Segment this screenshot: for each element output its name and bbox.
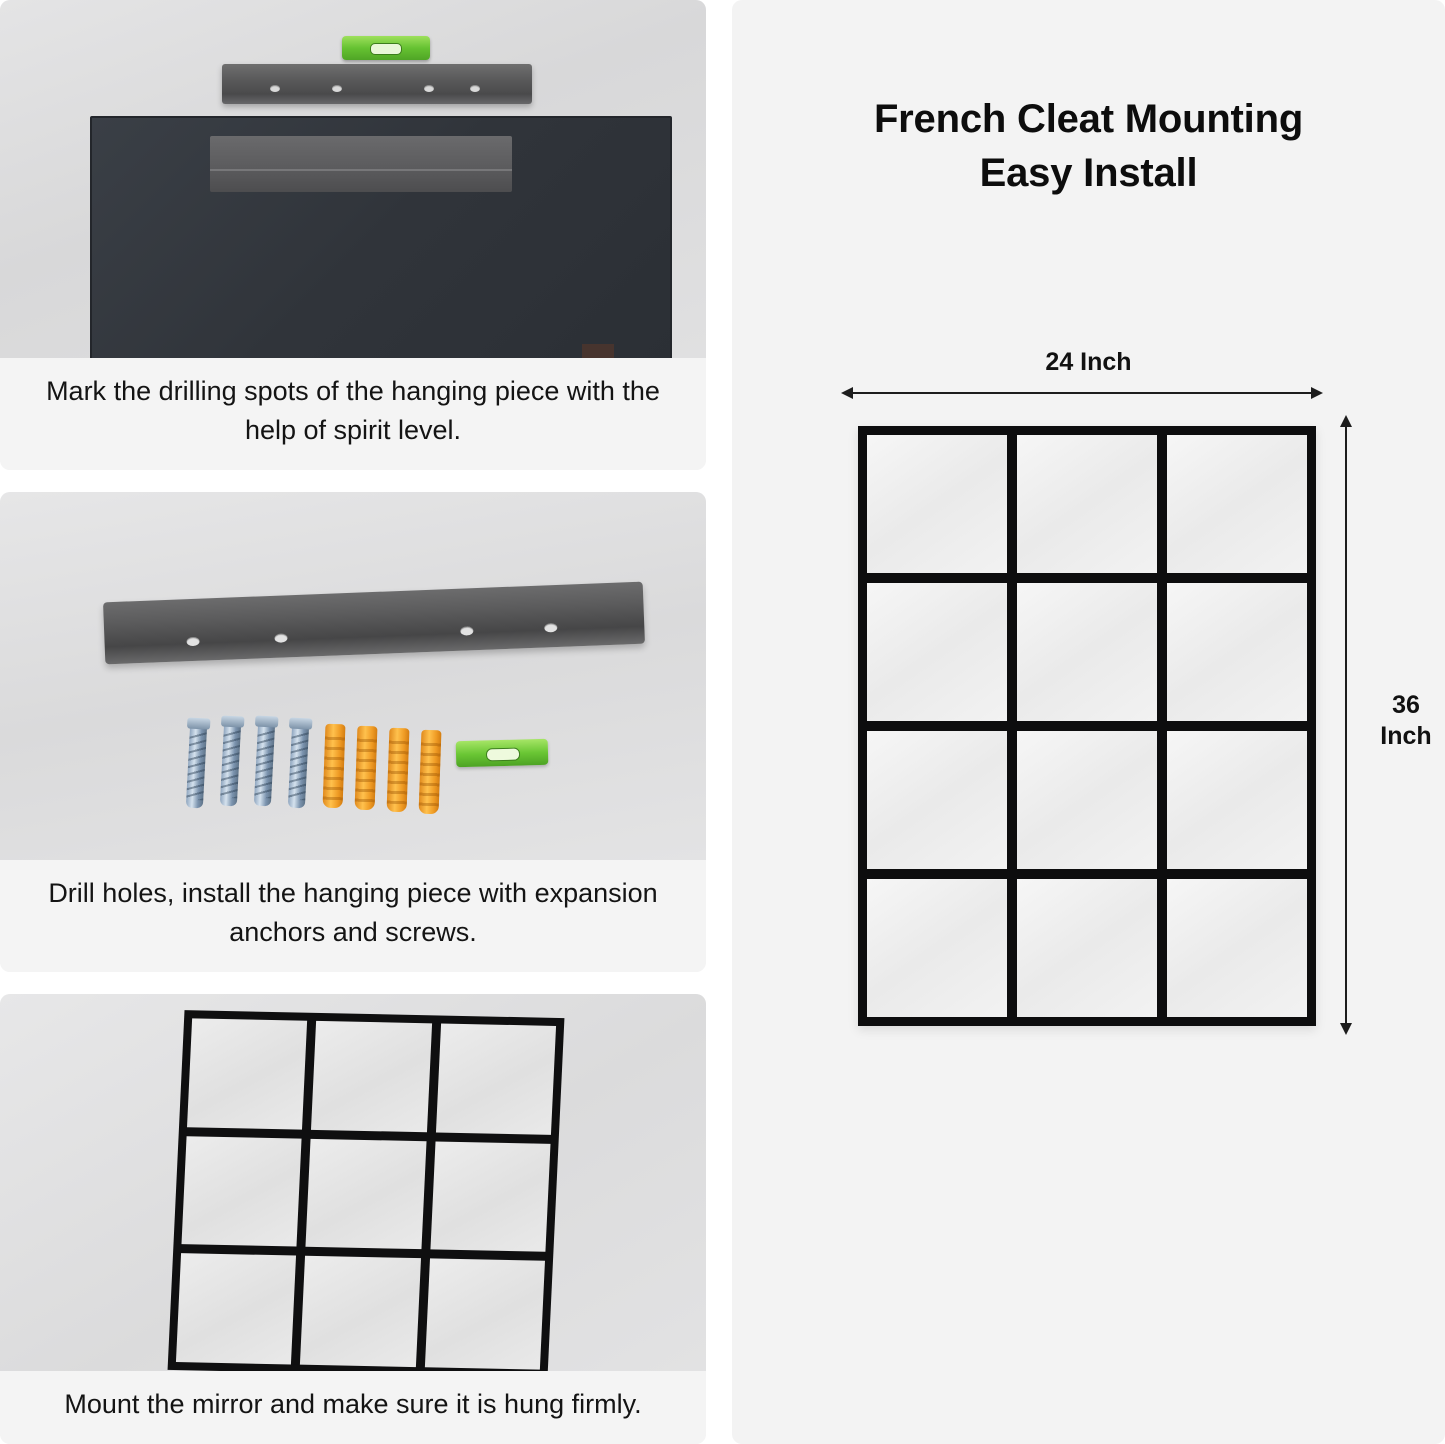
cleat-hole xyxy=(270,85,280,92)
mirror-pane-grid xyxy=(176,1018,556,1369)
mirror-pane xyxy=(1017,583,1157,721)
expansion-anchor-icon xyxy=(323,724,346,809)
step-card-2 xyxy=(0,492,706,972)
panel-title-line-1: French Cleat Mounting xyxy=(873,97,1304,141)
height-dimension-label: 36 Inch xyxy=(1380,691,1432,751)
cleat-hole xyxy=(424,85,434,92)
step-caption-3: Mount the mirror and make sure it is hung firmly. xyxy=(0,1371,706,1444)
french-cleat-panel xyxy=(732,0,1445,1444)
panel-title-line-2: Easy Install xyxy=(979,151,1198,195)
mirror-pane xyxy=(1167,731,1307,869)
corner-detail xyxy=(582,344,614,358)
mirror-pane xyxy=(306,1138,426,1249)
mirror-pane xyxy=(425,1259,545,1370)
cleat-hole xyxy=(332,85,342,92)
french-cleat-bar xyxy=(103,582,645,665)
height-arrow-icon xyxy=(1345,426,1347,1024)
expansion-anchor-icon xyxy=(419,730,442,815)
cleat-hole xyxy=(274,633,287,642)
mirror-back-panel xyxy=(90,116,672,358)
step-caption-2: Drill holes, install the hanging piece with expansion anchors and screws. xyxy=(0,860,706,972)
dimension-diagram xyxy=(732,330,1445,1090)
mirror-pane xyxy=(436,1024,556,1135)
mirror-pane xyxy=(430,1141,550,1252)
expansion-anchor-icon xyxy=(387,728,410,813)
spirit-level-icon xyxy=(342,36,430,60)
cleat-and-mirror-back-photo xyxy=(0,0,706,358)
screw-icon xyxy=(220,722,241,807)
width-dimension-label: 24 Inch xyxy=(1045,348,1132,376)
width-arrow-icon xyxy=(852,392,1312,394)
mirror-pane xyxy=(867,583,1007,721)
cleat-hole xyxy=(186,637,199,646)
mirror-pane xyxy=(867,879,1007,1017)
cleat-hole xyxy=(544,623,557,632)
mirror-pane xyxy=(176,1253,296,1364)
mirror-pane xyxy=(181,1136,301,1247)
mirror-pane xyxy=(1017,731,1157,869)
screw-icon xyxy=(186,724,207,809)
mirror-pane xyxy=(1017,879,1157,1017)
window-pane-mirror xyxy=(168,1010,565,1371)
mirror-pane xyxy=(187,1018,307,1129)
step-card-3 xyxy=(0,994,706,1444)
screw-icon xyxy=(288,724,309,809)
window-pane-mirror xyxy=(858,426,1316,1026)
mirror-pane-grid xyxy=(867,435,1307,1017)
mounted-mirror-photo xyxy=(0,994,706,1371)
expansion-anchor-icon xyxy=(355,726,378,811)
step-card-1 xyxy=(0,0,706,470)
mirror-pane xyxy=(300,1256,420,1367)
mirror-pane xyxy=(867,731,1007,869)
cleat-hole xyxy=(470,85,480,92)
mirror-pane xyxy=(311,1021,431,1132)
spirit-level-icon xyxy=(456,739,549,767)
panel-title xyxy=(732,0,1445,200)
mirror-pane xyxy=(1017,435,1157,573)
mirror-pane xyxy=(1167,435,1307,573)
mirror-pane xyxy=(867,435,1007,573)
mirror-pane xyxy=(1167,583,1307,721)
french-cleat-bar xyxy=(222,64,532,104)
mounted-cleat-piece xyxy=(210,136,512,192)
mirror-pane xyxy=(1167,879,1307,1017)
cleat-and-hardware-photo xyxy=(0,492,706,860)
steps-column xyxy=(0,0,706,1444)
cleat-hole xyxy=(460,626,473,635)
screw-icon xyxy=(254,722,275,807)
step-caption-1: Mark the drilling spots of the hanging piece with the help of spirit level. xyxy=(0,358,706,470)
